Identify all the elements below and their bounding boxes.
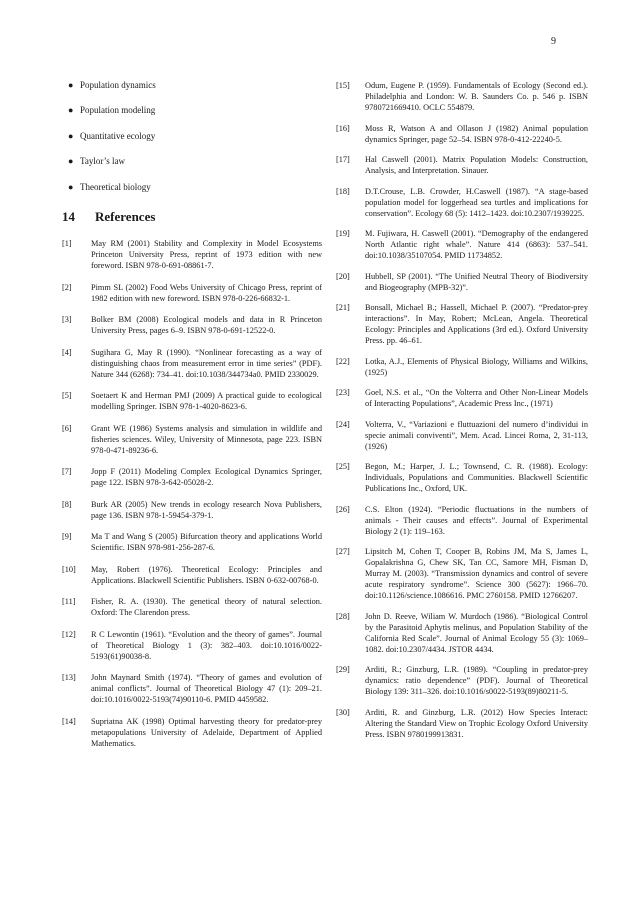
bullet-label: Taylor’s law	[80, 156, 125, 167]
reference-text: Goel, N.S. et al., “On the Volterra and Other Non-Linear Models of Interacting Populations”, Academic Press Inc., (1971)	[365, 388, 588, 408]
reference-item	[62, 347, 322, 380]
bullet-item[interactable]	[62, 182, 322, 193]
reference-text: Ma T and Wang S (2005) Bifurcation theory and applications World Scientific. ISBN 978-981-256-287-6.	[91, 532, 322, 552]
reference-text: Arditi, R. and Ginzburg, L.R. (2012) How Species Interact: Altering the Standard View on Trophic Ecology Oxford University Press. ISBN 9780199913831.	[365, 707, 588, 739]
reference-label: [9]	[62, 532, 72, 541]
reference-text: Lotka, A.J., Elements of Physical Biology, Williams and Wilkins, (1925)	[365, 356, 588, 377]
reference-item	[62, 531, 322, 553]
reference-item	[336, 228, 588, 261]
reference-label: [5]	[62, 391, 72, 400]
reference-item	[336, 387, 588, 409]
reference-item	[336, 707, 588, 740]
reference-item	[62, 314, 322, 336]
reference-text: John Maynard Smith (1974). “Theory of games and evolution of animal conflicts”. Journal of Theoretical Biology 47 (1): 209–21. doi:10.1016/0022-5193(74)90110-6. PMID 4459582.	[91, 673, 322, 704]
reference-label: [19]	[336, 229, 350, 238]
bullet-icon: ●	[68, 80, 74, 90]
bullet-icon: ●	[68, 181, 74, 192]
page-number: 9	[551, 36, 556, 47]
reference-item	[62, 564, 322, 586]
reference-text: Grant WE (1986) Systems analysis and simulation in wildlife and fisheries sciences. Wiley, University of Minnesota, page 223. ISBN 978-0-471-89236-6.	[91, 423, 322, 455]
reference-item	[62, 423, 322, 456]
reference-label: [6]	[62, 423, 72, 433]
bullet-label: Theoretical biology	[80, 181, 151, 192]
reference-label: [2]	[62, 282, 72, 292]
reference-text: May RM (2001) Stability and Complexity in Model Ecosystems Princeton University Press, reprint of 1973 edition with new foreword. ISBN 978-0-691-08861-7.	[91, 239, 322, 270]
reference-item	[336, 419, 588, 452]
bullet-item[interactable]	[62, 156, 322, 167]
references-left-column	[62, 238, 322, 749]
bullet-item[interactable]	[62, 105, 322, 116]
bullet-label: Population modeling	[80, 105, 156, 116]
reference-label: [23]	[336, 388, 350, 397]
reference-text: Begon, M.; Harper, J. L.; Townsend, C. R. (1988). Ecology: Individuals, Populations and Communities. Blackwell Scientific Publications Inc., Oxford, UK.	[365, 462, 588, 493]
reference-label: [4]	[62, 347, 72, 357]
bullet-icon: ●	[68, 156, 74, 167]
reference-label: [26]	[336, 504, 350, 514]
reference-label: [28]	[336, 611, 350, 621]
reference-label: [11]	[62, 597, 76, 606]
reference-item	[336, 664, 588, 697]
reference-text: Pimm SL (2002) Food Webs University of Chicago Press, reprint of 1982 edition with new foreword. ISBN 978-0-226-66832-1.	[91, 282, 322, 303]
reference-item	[62, 390, 322, 412]
reference-item	[336, 154, 588, 176]
reference-label: [18]	[336, 186, 350, 196]
bullet-label: Quantitative ecology	[80, 130, 156, 141]
reference-item	[336, 356, 588, 378]
reference-label: [16]	[336, 123, 350, 133]
reference-item	[62, 238, 322, 271]
bullet-icon: ●	[68, 130, 74, 141]
section-number: 14	[62, 209, 75, 224]
reference-label: [1]	[62, 239, 72, 248]
reference-label: [22]	[336, 356, 350, 366]
reference-item	[336, 123, 588, 145]
reference-text: Lipsitch M, Cohen T, Cooper B, Robins JM, Ma S, James L, Gopalakrishna G, Chew SK, Tan CC, Samore MH, Fisman D, Murray M. (2003). “Transmission dynamics and control of severe acute respiratory syndrome”. Science 300 (5627): 1966–70. doi:10.1126/science.1086616. PMC 2760158. PMID 12766207.	[365, 547, 588, 600]
reference-text: Sugihara G, May R (1990). “Nonlinear forecasting as a way of distinguishing chaos from measurement error in time series” (PDF). Nature 344 (6268): 734–41. doi:10.1038/344734a0. PMID 2330029.	[91, 347, 322, 379]
reference-text: Moss R, Watson A and Ollason J (1982) Animal population dynamics Springer, page 52–54. ISBN 978-0-412-22240-5.	[365, 123, 588, 144]
reference-text: Volterra, V., “Variazioni e fluttuazioni del numero d’individui in specie animali conviventi”, Mem. Acad. Lincei Roma, 2, 31-113, (1926)	[365, 419, 588, 451]
reference-label: [21]	[336, 303, 350, 312]
reference-item	[336, 546, 588, 601]
reference-text: Bonsall, Michael B.; Hassell, Michael P. (2007). “Predator-prey interactions”. In May, Robert; McLean, Angela. Theoretical Ecology: Principles and Applications (3rd ed.). Oxford University Press. pp. 46–61.	[365, 303, 588, 345]
reference-text: D.T.Crouse, L.B. Crowder, H.Caswell (1987). “A stage-based population model for loggerhead sea turtles and implications for conservation”. Ecology 68 (5): 1412–1423. doi:10.2307/1939225.	[365, 186, 588, 218]
reference-text: Odum, Eugene P. (1959). Fundamentals of Ecology (Second ed.). Philadelphia and London: W. B. Saunders Co. p. 546 p. ISBN 9780721669410. OCLC 554879.	[365, 81, 588, 112]
reference-label: [29]	[336, 665, 350, 674]
reference-label: [15]	[336, 81, 350, 90]
reference-item	[336, 271, 588, 293]
section-heading	[62, 209, 155, 225]
reference-text: Supriatna AK (1998) Optimal harvesting theory for predator-prey metapopulations University of Adelaide, Department of Applied Mathematics.	[91, 716, 322, 748]
reference-item	[62, 466, 322, 488]
reference-label: [27]	[336, 547, 350, 556]
reference-label: [20]	[336, 271, 350, 281]
bullet-item[interactable]	[62, 131, 322, 142]
reference-item	[336, 611, 588, 655]
reference-text: Hal Caswell (2001). Matrix Population Models: Construction, Analysis, and Interpretation. Sinauer.	[365, 155, 588, 175]
reference-text: M. Fujiwara, H. Caswell (2001). “Demography of the endangered North Atlantic right whale”. Nature 414 (6863): 537–541. doi:10.1038/35107054. PMID 11734852.	[365, 229, 588, 260]
reference-text: Arditi, R.; Ginzburg, L.R. (1989). “Coupling in predator-prey dynamics: ratio dependence” (PDF). Journal of Theoretical Biology 139: 311–326. doi:10.1016/s0022-5193(89)80211-5.	[365, 665, 588, 696]
reference-text: May, Robert (1976). Theoretical Ecology: Principles and Applications. Blackwell Scientific Publishers. ISBN 0-632-00768-0.	[91, 564, 322, 585]
references-right-column	[336, 80, 588, 740]
reference-label: [25]	[336, 462, 350, 471]
reference-label: [3]	[62, 315, 72, 324]
reference-label: [8]	[62, 499, 72, 509]
reference-text: Burk AR (2005) New trends in ecology research Nova Publishers, page 136. ISBN 978-1-59454-379-1.	[91, 499, 322, 520]
section-title: References	[95, 209, 156, 224]
reference-item	[336, 80, 588, 113]
reference-text: Soetaert K and Herman PMJ (2009) A practical guide to ecological modelling Springer. ISBN 978-1-4020-8623-6.	[91, 391, 322, 411]
reference-label: [17]	[336, 155, 350, 164]
see-also-list	[62, 80, 322, 207]
reference-text: Jopp F (2011) Modeling Complex Ecological Dynamics Springer, page 122. ISBN 978-3-642-05028-2.	[91, 467, 322, 487]
reference-item	[62, 672, 322, 705]
reference-label: [14]	[62, 716, 76, 726]
reference-label: [30]	[336, 707, 350, 717]
reference-text: Bolker BM (2008) Ecological models and data in R Princeton University Press, pages 6–9. ISBN 978-0-691-12522-0.	[91, 315, 322, 335]
bullet-icon: ●	[68, 105, 74, 116]
reference-item	[62, 282, 322, 304]
bullet-label: Population dynamics	[80, 80, 156, 90]
reference-text: Hubbell, SP (2001). “The Unified Neutral Theory of Biodiversity and Biogeography (MPB-32)”.	[365, 271, 588, 292]
reference-item	[62, 499, 322, 521]
reference-item	[336, 302, 588, 346]
reference-text: Fisher, R. A. (1930). The genetical theory of natural selection. Oxford: The Clarendon press.	[91, 597, 322, 617]
reference-item	[62, 716, 322, 749]
reference-item	[336, 186, 588, 219]
reference-label: [7]	[62, 467, 72, 476]
reference-label: [24]	[336, 419, 350, 429]
reference-item	[62, 629, 322, 662]
reference-text: R C Lewontin (1961). “Evolution and the theory of games”. Journal of Theoretical Biology 1 (3): 382–403. doi:10.1016/0022-5193(61)90038-8.	[91, 629, 322, 661]
reference-item	[62, 596, 322, 618]
reference-item	[336, 461, 588, 494]
reference-text: C.S. Elton (1924). “Periodic fluctuations in the numbers of animals - Their causes and effects”. Journal of Experimental Biology 2 (1): 119–163.	[365, 504, 588, 536]
reference-label: [10]	[62, 564, 76, 574]
reference-item	[336, 504, 588, 537]
reference-text: John D. Reeve, Wiliam W. Murdoch (1986). “Biological Control by the Parasitoid Aphytis melinus, and Population Stability of the California Red Scale”. Journal of Animal Ecology 55 (3): 1069–1082. doi:10.2307/4434. JSTOR 4434.	[365, 611, 588, 654]
bullet-item[interactable]	[62, 80, 322, 91]
reference-label: [12]	[62, 629, 76, 639]
reference-label: [13]	[62, 673, 76, 682]
